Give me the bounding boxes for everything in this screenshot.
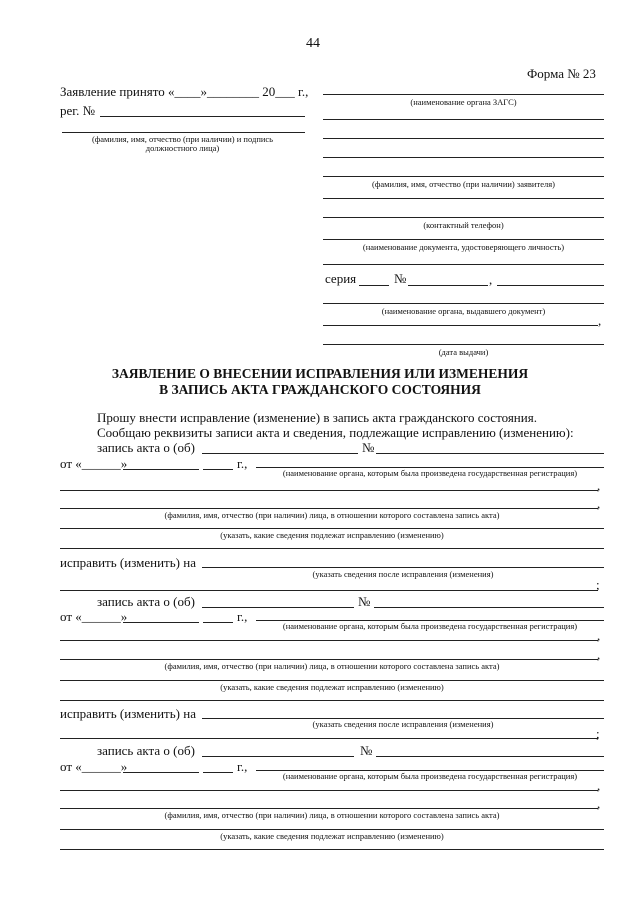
record-date-label: от «______» [60,609,128,624]
semicolon: ; [596,577,600,592]
fields-caption: (указать, какие сведения подлежат исправлению (изменению) [220,682,444,692]
fields-to-correct-field-2[interactable] [60,849,604,850]
series-field[interactable] [359,285,389,286]
record-type-field[interactable] [202,453,358,454]
person-name-field[interactable] [60,508,598,509]
record-month-field[interactable] [123,469,199,470]
fields-to-correct-field-2[interactable] [60,548,604,549]
fields-caption: (указать, какие сведения подлежат исправлению (изменению) [220,831,444,841]
applicant-name-field-3[interactable] [323,176,604,177]
registration-org-field-2[interactable] [60,490,598,491]
record-type-field[interactable] [202,607,354,608]
title-line-1: ЗАЯВЛЕНИЕ О ВНЕСЕНИИ ИСПРАВЛЕНИЯ ИЛИ ИЗМЕНЕНИЯ [111,366,529,381]
record-year-label: г., [237,609,248,624]
correct-label: исправить (изменить) на [60,706,196,721]
record-label: запись акта о (об) [97,743,195,758]
series-label: серия [325,271,357,286]
registration-org-field-2[interactable] [60,790,598,791]
person-name-field[interactable] [60,659,598,660]
official-caption: (фамилия, имя, отчество (при наличии) и подпись [91,134,274,144]
person-caption: (фамилия, имя, отчество (при наличии) лица, в отношении которого составлена запись акта) [164,510,500,520]
page-number: 44 [306,36,320,51]
id-document-field-2[interactable] [323,264,604,265]
id-document-caption: (наименование документа, удостоверяющего личность) [362,242,565,252]
record-number-field[interactable] [376,453,604,454]
issuer-field-2[interactable] [323,325,598,326]
registration-org-caption: (наименование органа, которым была произведена государственная регистрация) [282,621,578,631]
comma: , [597,796,601,811]
zags-name-field[interactable] [323,94,604,95]
record-type-field[interactable] [202,756,354,757]
person-caption: (фамилия, имя, отчество (при наличии) лица, в отношении которого составлена запись акта) [164,661,500,671]
record-number-label: № [362,440,375,455]
fields-caption: (указать, какие сведения подлежат исправлению (изменению) [220,530,444,540]
official-signature-field[interactable] [62,132,305,133]
id-document-field[interactable] [323,239,604,240]
record-year-field[interactable] [203,772,233,773]
applicant-name-field-2[interactable] [323,157,604,158]
comma: , [597,496,601,511]
record-year-label: г., [237,456,248,471]
record-year-field[interactable] [203,469,233,470]
comma: , [597,647,601,662]
doc-extra-field[interactable] [497,285,604,286]
record-date-label: от «______» [60,456,128,471]
record-date-label: от «______» [60,759,128,774]
title-line-2: В ЗАПИСЬ АКТА ГРАЖДАНСКОГО СОСТОЯНИЯ [159,382,481,397]
issue-date-field[interactable] [323,344,604,345]
record-label: запись акта о (об) [97,594,195,609]
corrected-value-field[interactable] [202,567,604,568]
record-year-label: г., [237,759,248,774]
reg-number-field[interactable] [100,116,305,117]
issuer-comma: , [598,313,602,328]
after-caption: (указать сведения после исправления (изменения) [312,569,494,579]
registration-org-caption: (наименование органа, которым была произведена государственная регистрация) [282,771,578,781]
record-month-field[interactable] [123,772,199,773]
record-number-label: № [360,743,373,758]
series-comma: , [489,272,493,287]
record-number-field[interactable] [376,756,604,757]
registration-org-field-2[interactable] [60,640,598,641]
intro-line-2: Сообщаю реквизиты записи акта и сведения, подлежащие исправлению (изменению): [97,425,574,440]
semicolon: ; [596,726,600,741]
corrected-value-field-2[interactable] [60,738,598,739]
fields-to-correct-field[interactable] [60,528,604,529]
record-label: запись акта о (об) [97,440,195,455]
applicant-extra-field[interactable] [323,198,604,199]
reg-label: рег. № [60,103,96,118]
phone-field[interactable] [323,217,604,218]
applicant-name-field-1[interactable] [323,138,604,139]
registration-org-caption: (наименование органа, которым была произведена государственная регистрация) [282,468,578,478]
record-number-field[interactable] [374,607,604,608]
person-caption: (фамилия, имя, отчество (при наличии) лица, в отношении которого составлена запись акта) [164,810,500,820]
record-year-field[interactable] [203,622,233,623]
intro-line-1: Прошу внести исправление (изменение) в запись акта гражданского состояния. [97,410,537,425]
doc-number-field[interactable] [408,285,488,286]
zags-caption: (наименование органа ЗАГС) [410,97,517,107]
record-month-field[interactable] [123,622,199,623]
corrected-value-field-2[interactable] [60,590,598,591]
correct-label: исправить (изменить) на [60,555,196,570]
fields-to-correct-field[interactable] [60,829,604,830]
doc-number-label: № [394,271,407,286]
after-caption: (указать сведения после исправления (изменения) [312,719,494,729]
zags-name-field-2[interactable] [323,119,604,120]
form-number: Форма № 23 [527,66,596,81]
issuer-caption: (наименование органа, выдавшего документ) [381,306,546,316]
issuer-field[interactable] [323,303,604,304]
phone-caption: (контактный телефон) [423,220,504,230]
fields-to-correct-field-2[interactable] [60,700,604,701]
received-label: Заявление принято «____»________ 20___ г., [60,84,309,99]
comma: , [597,778,601,793]
comma: , [597,628,601,643]
fields-to-correct-field[interactable] [60,680,604,681]
person-name-field[interactable] [60,808,598,809]
official-caption-2: должностного лица) [145,143,220,153]
record-number-label: № [358,594,371,609]
issue-date-caption: (дата выдачи) [438,347,489,357]
comma: , [597,478,601,493]
applicant-caption: (фамилия, имя, отчество (при наличии) заявителя) [372,179,555,189]
